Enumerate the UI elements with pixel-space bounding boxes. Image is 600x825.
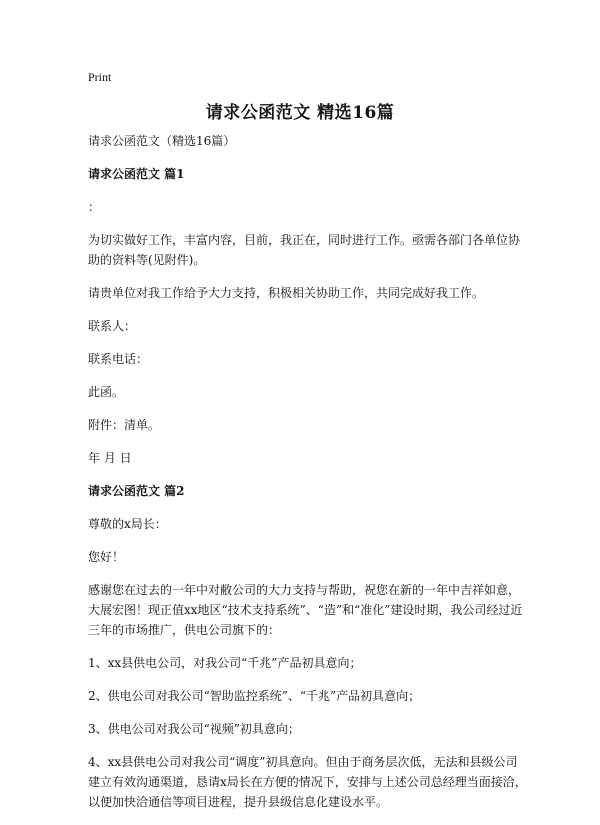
list-item: 4、xx县供电公司对我公司“调度”初具意向。但由于商务层次低，无法和县级公司建立有效沟通渠道，恳请x局长在方便的情况下，安排与上述公司总经理当面接洽，以便加快洽通信等项目进程，提升县级信息化建设水平。 — [88, 755, 527, 809]
greeting-line: 您好！ — [88, 550, 125, 564]
date-line: 年 月 日 — [88, 451, 132, 465]
section-1-paragraph: 为切实做好工作，丰富内容，目前，我正在，同时进行工作。亟需各部门各单位协助的资料等(见附件)。 — [88, 233, 521, 267]
contact-phone-line: 联系电话： — [88, 352, 149, 366]
list-item: 2、供电公司对我公司“智助监控系统”、“千兆”产品初具意向； — [88, 689, 421, 703]
list-item: 1、xx县供电公司，对我公司“千兆”产品初具意向； — [88, 656, 362, 670]
document-subtitle: 请求公函范文（精选16篇） — [88, 134, 236, 148]
salutation-line: 尊敬的x局长： — [88, 517, 167, 531]
section-2-heading: 请求公函范文 篇2 — [88, 484, 185, 498]
section-1-colon: ： — [88, 200, 101, 214]
section-1-heading: 请求公函范文 篇1 — [88, 167, 185, 181]
document-body — [88, 131, 528, 825]
list-item: 3、供电公司对我公司“视频”初具意向； — [88, 722, 300, 736]
print-label: Print — [88, 70, 112, 84]
section-2-paragraph: 感谢您在过去的一年中对敝公司的大力支持与帮助，祝您在新的一年中吉祥如意，大展宏图！现正值xx地区“技术支持系统”、“造”和“准化”建设时期，我公司经过近三年的市场推广，供电公司旗下的： — [88, 583, 523, 637]
contact-person-line: 联系人： — [88, 319, 137, 333]
section-1-paragraph: 请贵单位对我工作给予大力支持，积极相关协助工作，共同完成好我工作。 — [88, 286, 485, 300]
closing-line: 此函。 — [88, 385, 125, 399]
document-title: 请求公函范文 精选16篇 — [205, 103, 395, 123]
attachment-line: 附件：清单。 — [88, 418, 161, 432]
